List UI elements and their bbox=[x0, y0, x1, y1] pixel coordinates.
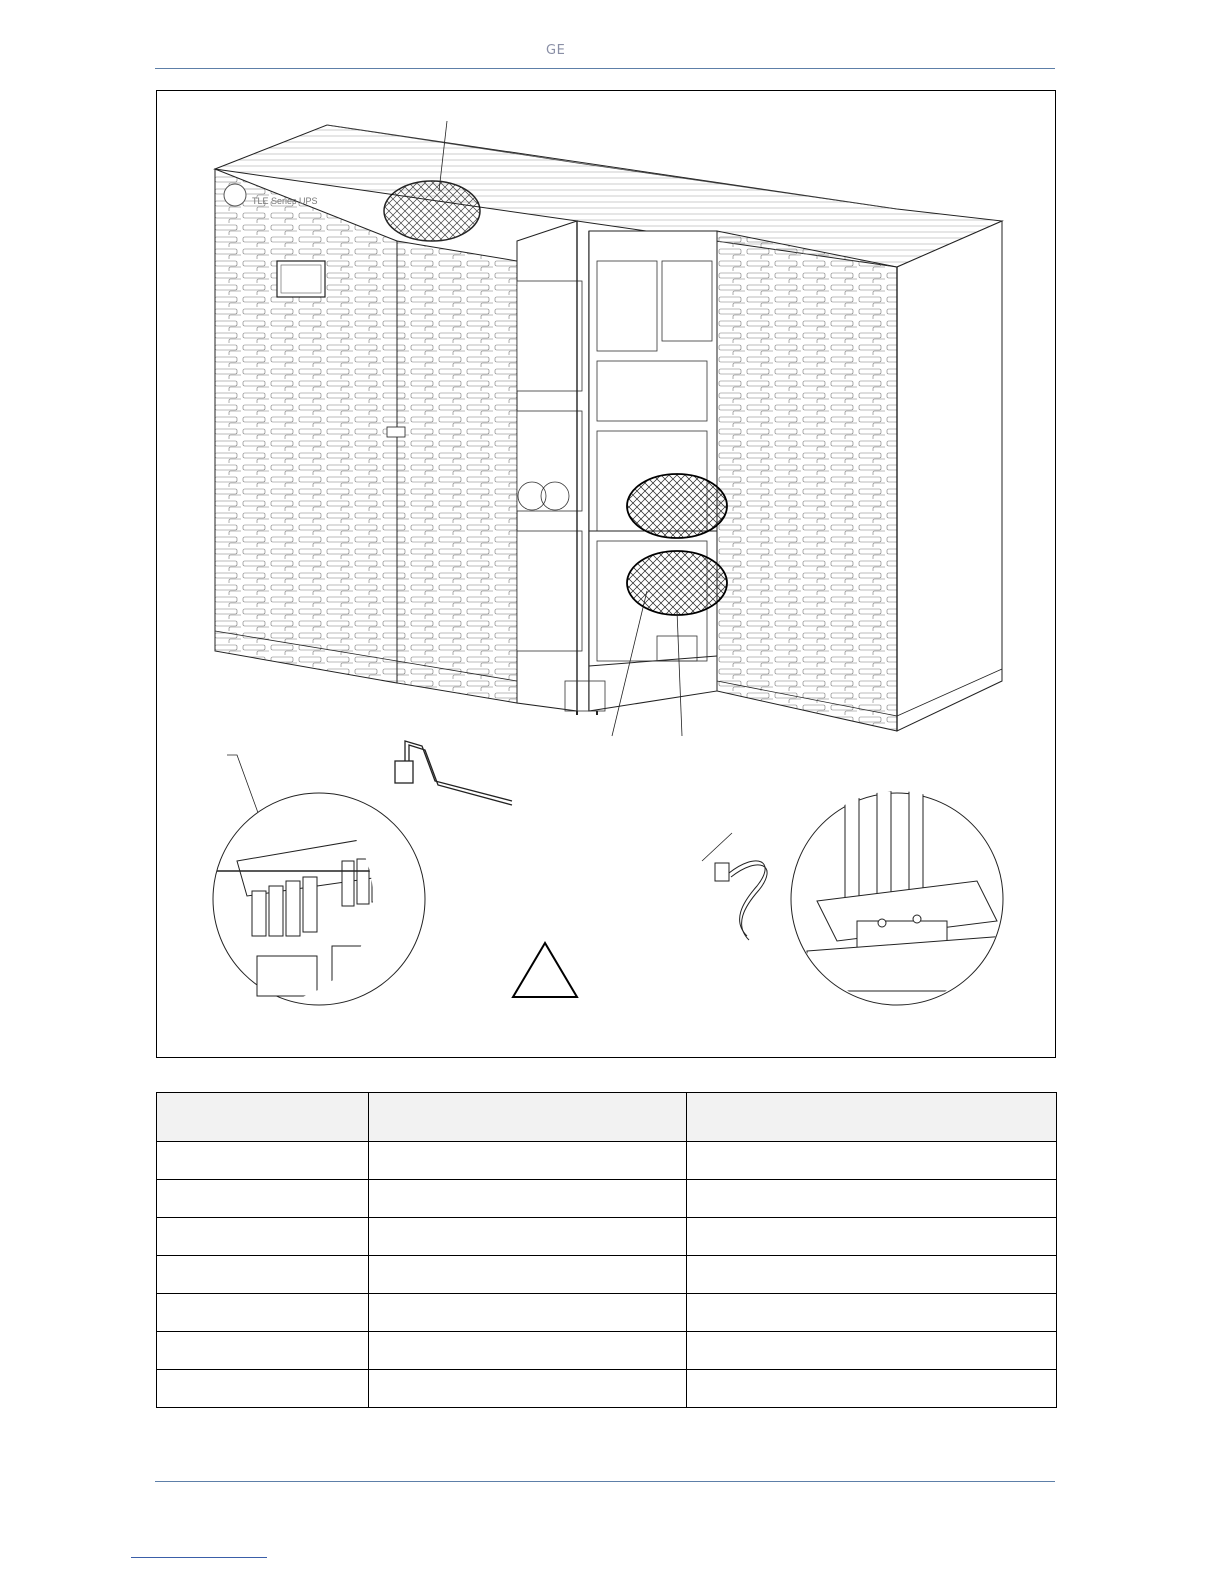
table-header-cell bbox=[369, 1093, 687, 1142]
table-cell bbox=[369, 1332, 687, 1370]
table-cell bbox=[369, 1370, 687, 1408]
table-cell bbox=[369, 1218, 687, 1256]
table-cell bbox=[157, 1256, 369, 1294]
header-rule bbox=[155, 68, 1055, 69]
table-cell bbox=[157, 1142, 369, 1180]
spec-table bbox=[156, 1092, 1057, 1408]
table-cell bbox=[687, 1142, 1057, 1180]
left-cabinet bbox=[215, 169, 517, 703]
table-row bbox=[157, 1370, 1057, 1408]
leader-line-detail-right bbox=[702, 833, 732, 861]
highlight-middle bbox=[627, 474, 727, 538]
table-cell bbox=[157, 1218, 369, 1256]
table-cell bbox=[369, 1256, 687, 1294]
detail-circle-right bbox=[791, 791, 1007, 1005]
table-cell bbox=[157, 1294, 369, 1332]
header-brand: GE bbox=[546, 43, 566, 58]
table-cell bbox=[369, 1294, 687, 1332]
table-row bbox=[157, 1218, 1057, 1256]
ups-cabinet-drawing bbox=[157, 91, 1057, 1059]
table-header-row bbox=[157, 1093, 1057, 1142]
table-header-cell bbox=[157, 1093, 369, 1142]
table-cell bbox=[157, 1370, 369, 1408]
table-row bbox=[157, 1142, 1057, 1180]
detail-circle-left bbox=[213, 793, 427, 1005]
table-row bbox=[157, 1332, 1057, 1370]
installation-figure bbox=[156, 90, 1056, 1058]
cable-illustration-right bbox=[715, 861, 767, 940]
footer-rule bbox=[155, 1481, 1055, 1482]
table-cell bbox=[687, 1218, 1057, 1256]
open-cabinet-interior bbox=[517, 221, 717, 715]
table-row bbox=[157, 1294, 1057, 1332]
cable-illustration bbox=[395, 741, 512, 805]
table-cell bbox=[687, 1370, 1057, 1408]
table-cell bbox=[687, 1294, 1057, 1332]
table-header-cell bbox=[687, 1093, 1057, 1142]
footer-link-underline[interactable] bbox=[131, 1557, 267, 1558]
table-cell bbox=[157, 1332, 369, 1370]
table-cell bbox=[369, 1142, 687, 1180]
cabinet-logo-text: TLE Series UPS bbox=[252, 196, 318, 206]
table-row bbox=[157, 1180, 1057, 1218]
table-cell bbox=[687, 1256, 1057, 1294]
highlight-top bbox=[384, 181, 480, 241]
table-cell bbox=[687, 1180, 1057, 1218]
warning-triangle-icon bbox=[513, 943, 577, 997]
right-cabinet bbox=[717, 221, 1002, 731]
table-cell bbox=[369, 1180, 687, 1218]
table-cell bbox=[687, 1332, 1057, 1370]
highlight-lower bbox=[627, 551, 727, 615]
table-cell bbox=[157, 1180, 369, 1218]
table-row bbox=[157, 1256, 1057, 1294]
